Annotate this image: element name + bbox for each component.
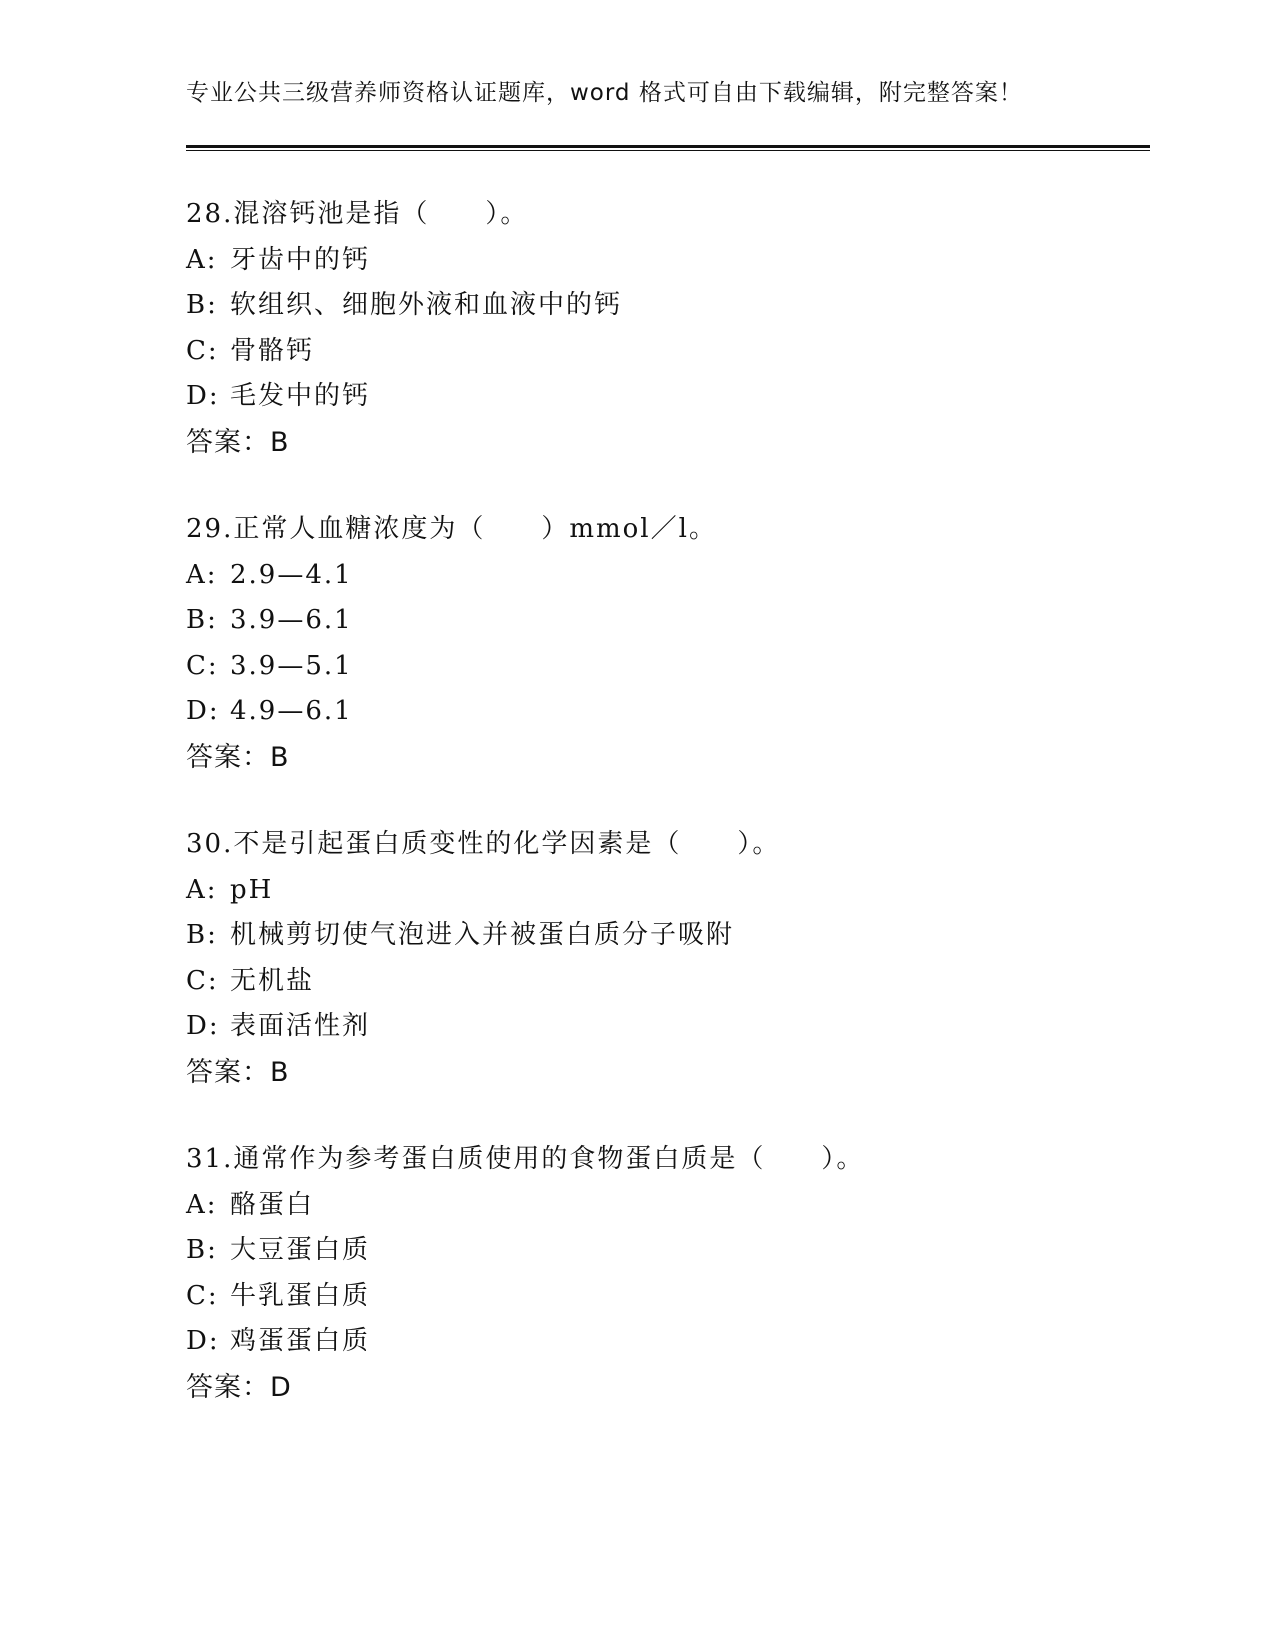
- option-d: [186, 374, 1150, 420]
- option-label: A:: [186, 244, 218, 275]
- option-text: 2.9—4.1: [230, 559, 353, 590]
- option-c: [186, 1274, 1150, 1320]
- option-b: [186, 598, 1150, 644]
- option-label: B:: [186, 605, 218, 635]
- option-b: [186, 283, 1150, 329]
- option-label: B:: [186, 290, 218, 320]
- question-stem: 31.通常作为参考蛋白质使用的食物蛋白质是（ ）。: [186, 1144, 865, 1174]
- option-c: [186, 644, 1150, 690]
- header-rule-thin: [186, 150, 1150, 151]
- question-31: [186, 1137, 1150, 1410]
- option-text: 毛发中的钙: [230, 381, 371, 411]
- option-text: pH: [230, 874, 274, 905]
- option-label: A:: [186, 874, 218, 905]
- answer: 答案：D: [186, 1371, 292, 1403]
- header-rule-thick: [186, 145, 1150, 148]
- option-text: 无机盐: [230, 965, 315, 996]
- option-label: C:: [186, 1280, 219, 1311]
- option-text: 牛乳蛋白质: [230, 1280, 371, 1311]
- option-label: A:: [186, 559, 218, 590]
- option-d: [186, 689, 1150, 735]
- answer: 答案：B: [186, 1056, 290, 1088]
- option-text: 大豆蛋白质: [230, 1235, 371, 1265]
- option-label: D:: [186, 1326, 220, 1356]
- question-30: [186, 822, 1150, 1095]
- option-text: 机械剪切使气泡进入并被蛋白质分子吸附: [230, 920, 735, 950]
- question-stem: 29.正常人血糖浓度为（ ）mmol／l。: [186, 514, 717, 544]
- option-label: D:: [186, 381, 220, 411]
- option-a: [186, 868, 1150, 914]
- option-text: 4.9—6.1: [230, 696, 353, 726]
- option-a: [186, 238, 1150, 284]
- option-label: A:: [186, 1189, 218, 1220]
- option-label: C:: [186, 650, 219, 681]
- option-d: [186, 1319, 1150, 1365]
- option-label: C:: [186, 965, 219, 996]
- question-stem: 30.不是引起蛋白质变性的化学因素是（ ）。: [186, 829, 781, 859]
- option-text: 骨骼钙: [230, 335, 315, 366]
- page-header: 专业公共三级营养师资格认证题库，word 格式可自由下载编辑，附完整答案！: [186, 80, 1023, 106]
- answer: 答案：B: [186, 741, 290, 773]
- option-c: [186, 959, 1150, 1005]
- option-label: B:: [186, 920, 218, 950]
- option-label: D:: [186, 696, 220, 726]
- question-stem: 28.混溶钙池是指（ ）。: [186, 199, 529, 229]
- option-text: 牙齿中的钙: [230, 244, 371, 275]
- option-b: [186, 1228, 1150, 1274]
- option-text: 酪蛋白: [230, 1189, 315, 1220]
- option-b: [186, 913, 1150, 959]
- option-text: 鸡蛋蛋白质: [230, 1326, 371, 1356]
- option-a: [186, 553, 1150, 599]
- option-text: 3.9—6.1: [230, 605, 353, 635]
- question-29: [186, 507, 1150, 780]
- option-text: 3.9—5.1: [230, 650, 353, 681]
- option-a: [186, 1183, 1150, 1229]
- option-label: B:: [186, 1235, 218, 1265]
- option-text: 表面活性剂: [230, 1011, 371, 1041]
- question-28: [186, 192, 1150, 465]
- option-label: C:: [186, 335, 219, 366]
- option-text: 软组织、细胞外液和血液中的钙: [230, 290, 623, 320]
- option-c: [186, 329, 1150, 375]
- option-label: D:: [186, 1011, 220, 1041]
- option-d: [186, 1004, 1150, 1050]
- answer: 答案：B: [186, 426, 290, 458]
